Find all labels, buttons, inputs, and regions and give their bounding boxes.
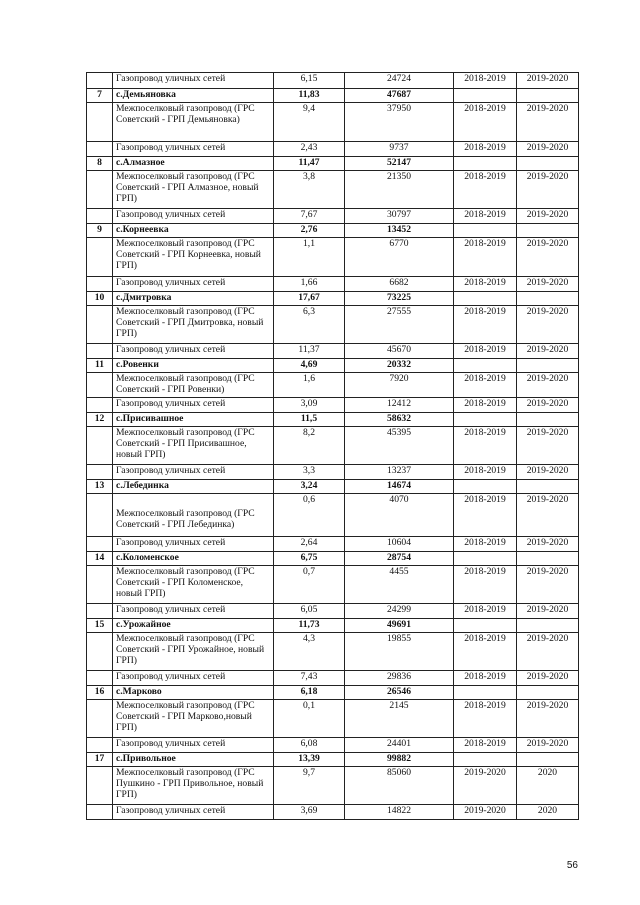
construction-period: 2019-2020 bbox=[517, 427, 579, 465]
object-name: с.Урожайное bbox=[113, 619, 274, 633]
design-period bbox=[454, 686, 517, 700]
row-number: 7 bbox=[87, 89, 113, 103]
design-period: 2018-2019 bbox=[454, 171, 517, 209]
row-number bbox=[87, 427, 113, 465]
construction-period: 2019-2020 bbox=[517, 238, 579, 277]
construction-period: 2019-2020 bbox=[517, 604, 579, 619]
object-name: Газопровод уличных сетей bbox=[113, 465, 274, 480]
table-row bbox=[87, 566, 579, 604]
design-period bbox=[454, 224, 517, 238]
object-name: Межпоселковый газопровод (ГРС Советский - ГРП Дмитровка, новый ГРП) bbox=[113, 306, 274, 344]
pipeline-length: 2,64 bbox=[274, 537, 345, 552]
cost-value: 30797 bbox=[345, 209, 454, 224]
object-name: Межпоселковый газопровод (ГРС Советский - ГРП Урожайное, новый ГРП) bbox=[113, 633, 274, 671]
cost-value: 99882 bbox=[345, 753, 454, 767]
row-number: 15 bbox=[87, 619, 113, 633]
object-name: с.Марково bbox=[113, 686, 274, 700]
table-row bbox=[87, 306, 579, 344]
construction-period: 2019-2020 bbox=[517, 494, 579, 537]
row-number bbox=[87, 738, 113, 753]
object-name: Межпоселковый газопровод (ГРС Советский - ГРП Присивашное, новый ГРП) bbox=[113, 427, 274, 465]
row-number bbox=[87, 171, 113, 209]
cost-value: 10604 bbox=[345, 537, 454, 552]
pipeline-length: 7,43 bbox=[274, 671, 345, 686]
construction-period: 2019-2020 bbox=[517, 566, 579, 604]
pipeline-length: 11,73 bbox=[274, 619, 345, 633]
object-name: Газопровод уличных сетей bbox=[113, 398, 274, 413]
design-period: 2018-2019 bbox=[454, 373, 517, 398]
cost-value: 24299 bbox=[345, 604, 454, 619]
cost-value: 26546 bbox=[345, 686, 454, 700]
table-row bbox=[87, 142, 579, 157]
object-name: с.Привольное bbox=[113, 753, 274, 767]
construction-period: 2019-2020 bbox=[517, 373, 579, 398]
pipeline-length: 8,2 bbox=[274, 427, 345, 465]
design-period bbox=[454, 413, 517, 427]
object-name: Межпоселковый газопровод (ГРС Советский - ГРП Ровенки) bbox=[113, 373, 274, 398]
settlement-row bbox=[87, 292, 579, 306]
cost-value: 7920 bbox=[345, 373, 454, 398]
pipeline-length: 0,6 bbox=[274, 494, 345, 537]
row-number bbox=[87, 209, 113, 224]
row-number bbox=[87, 566, 113, 604]
pipeline-length: 3,09 bbox=[274, 398, 345, 413]
design-period bbox=[454, 359, 517, 373]
table-row bbox=[87, 465, 579, 480]
construction-period bbox=[517, 224, 579, 238]
cost-value: 12412 bbox=[345, 398, 454, 413]
row-number bbox=[87, 142, 113, 157]
cost-value: 73225 bbox=[345, 292, 454, 306]
pipeline-length: 13,39 bbox=[274, 753, 345, 767]
construction-period: 2019-2020 bbox=[517, 738, 579, 753]
table-row bbox=[87, 373, 579, 398]
row-number: 9 bbox=[87, 224, 113, 238]
object-name: Газопровод уличных сетей bbox=[113, 738, 274, 753]
design-period bbox=[454, 480, 517, 494]
row-number: 10 bbox=[87, 292, 113, 306]
pipeline-length: 3,3 bbox=[274, 465, 345, 480]
settlement-row bbox=[87, 89, 579, 103]
construction-period bbox=[517, 292, 579, 306]
table-row bbox=[87, 700, 579, 738]
row-number: 16 bbox=[87, 686, 113, 700]
table-row bbox=[87, 633, 579, 671]
settlement-row bbox=[87, 480, 579, 494]
object-name: Газопровод уличных сетей bbox=[113, 604, 274, 619]
row-number bbox=[87, 465, 113, 480]
design-period bbox=[454, 89, 517, 103]
cost-value: 52147 bbox=[345, 157, 454, 171]
object-name: Межпоселковый газопровод (ГРС Советский - ГРП Лебединка) bbox=[113, 494, 274, 537]
row-number bbox=[87, 344, 113, 359]
construction-period: 2020 bbox=[517, 767, 579, 805]
design-period: 2018-2019 bbox=[454, 142, 517, 157]
table-row bbox=[87, 767, 579, 805]
pipeline-length: 11,37 bbox=[274, 344, 345, 359]
cost-value: 21350 bbox=[345, 171, 454, 209]
object-name: Газопровод уличных сетей bbox=[113, 142, 274, 157]
construction-period bbox=[517, 413, 579, 427]
object-name: с.Дмитровка bbox=[113, 292, 274, 306]
table-row bbox=[87, 398, 579, 413]
table-row bbox=[87, 73, 579, 89]
construction-period: 2019-2020 bbox=[517, 277, 579, 292]
object-name: Межпоселковый газопровод (ГРС Советский - ГРП Марково,новый ГРП) bbox=[113, 700, 274, 738]
object-name: Газопровод уличных сетей bbox=[113, 537, 274, 552]
construction-period bbox=[517, 89, 579, 103]
pipeline-length: 3,8 bbox=[274, 171, 345, 209]
cost-value: 58632 bbox=[345, 413, 454, 427]
object-name: с.Демьяновка bbox=[113, 89, 274, 103]
construction-period: 2019-2020 bbox=[517, 209, 579, 224]
settlement-row bbox=[87, 157, 579, 171]
construction-period: 2019-2020 bbox=[517, 344, 579, 359]
design-period: 2018-2019 bbox=[454, 537, 517, 552]
pipeline-length: 6,15 bbox=[274, 73, 345, 89]
design-period bbox=[454, 157, 517, 171]
table-row bbox=[87, 537, 579, 552]
row-number: 14 bbox=[87, 552, 113, 566]
construction-period: 2019-2020 bbox=[517, 537, 579, 552]
row-number bbox=[87, 373, 113, 398]
pipeline-length: 9,7 bbox=[274, 767, 345, 805]
cost-value: 4455 bbox=[345, 566, 454, 604]
pipeline-length: 0,1 bbox=[274, 700, 345, 738]
design-period: 2018-2019 bbox=[454, 604, 517, 619]
table-row bbox=[87, 604, 579, 619]
cost-value: 6770 bbox=[345, 238, 454, 277]
construction-period: 2019-2020 bbox=[517, 171, 579, 209]
cost-value: 24724 bbox=[345, 73, 454, 89]
construction-period bbox=[517, 157, 579, 171]
design-period: 2018-2019 bbox=[454, 700, 517, 738]
row-number bbox=[87, 805, 113, 820]
pipeline-length: 4,69 bbox=[274, 359, 345, 373]
construction-period: 2019-2020 bbox=[517, 142, 579, 157]
cost-value: 85060 bbox=[345, 767, 454, 805]
cost-value: 29836 bbox=[345, 671, 454, 686]
object-name: с.Алмазное bbox=[113, 157, 274, 171]
pipeline-length: 6,75 bbox=[274, 552, 345, 566]
design-period: 2018-2019 bbox=[454, 209, 517, 224]
pipeline-length: 4,3 bbox=[274, 633, 345, 671]
row-number bbox=[87, 767, 113, 805]
design-period: 2018-2019 bbox=[454, 398, 517, 413]
pipeline-length: 6,05 bbox=[274, 604, 345, 619]
cost-value: 13237 bbox=[345, 465, 454, 480]
construction-period: 2020 bbox=[517, 805, 579, 820]
object-name: Газопровод уличных сетей bbox=[113, 209, 274, 224]
design-period: 2018-2019 bbox=[454, 73, 517, 89]
object-name: с.Лебединка bbox=[113, 480, 274, 494]
pipeline-length: 3,69 bbox=[274, 805, 345, 820]
gasification-table bbox=[86, 72, 579, 820]
object-name: Межпоселковый газопровод (ГРС Советский - ГРП Коломенское, новый ГРП) bbox=[113, 566, 274, 604]
row-number bbox=[87, 700, 113, 738]
table-row bbox=[87, 103, 579, 142]
object-name: Межпоселковый газопровод (ГРС Советский - ГРП Корнеевка, новый ГРП) bbox=[113, 238, 274, 277]
pipeline-length: 11,5 bbox=[274, 413, 345, 427]
cost-value: 14822 bbox=[345, 805, 454, 820]
table-body bbox=[87, 73, 579, 820]
row-number bbox=[87, 306, 113, 344]
design-period: 2018-2019 bbox=[454, 633, 517, 671]
table-row bbox=[87, 738, 579, 753]
row-number bbox=[87, 494, 113, 537]
cost-value: 49691 bbox=[345, 619, 454, 633]
cost-value: 14674 bbox=[345, 480, 454, 494]
design-period: 2018-2019 bbox=[454, 465, 517, 480]
pipeline-length: 2,43 bbox=[274, 142, 345, 157]
design-period: 2018-2019 bbox=[454, 566, 517, 604]
cost-value: 9737 bbox=[345, 142, 454, 157]
construction-period bbox=[517, 552, 579, 566]
table-row bbox=[87, 427, 579, 465]
cost-value: 47687 bbox=[345, 89, 454, 103]
design-period: 2019-2020 bbox=[454, 767, 517, 805]
object-name: с.Присивашное bbox=[113, 413, 274, 427]
pipeline-length: 6,18 bbox=[274, 686, 345, 700]
table-row bbox=[87, 238, 579, 277]
page-number: 56 bbox=[566, 860, 578, 871]
pipeline-length: 3,24 bbox=[274, 480, 345, 494]
construction-period bbox=[517, 686, 579, 700]
pipeline-length: 1,1 bbox=[274, 238, 345, 277]
design-period: 2018-2019 bbox=[454, 344, 517, 359]
settlement-row bbox=[87, 686, 579, 700]
settlement-row bbox=[87, 413, 579, 427]
settlement-row bbox=[87, 619, 579, 633]
construction-period: 2019-2020 bbox=[517, 633, 579, 671]
object-name: Газопровод уличных сетей bbox=[113, 73, 274, 89]
design-period: 2018-2019 bbox=[454, 306, 517, 344]
construction-period: 2019-2020 bbox=[517, 671, 579, 686]
cost-value: 4070 bbox=[345, 494, 454, 537]
pipeline-length: 0,7 bbox=[274, 566, 345, 604]
settlement-row bbox=[87, 359, 579, 373]
design-period bbox=[454, 292, 517, 306]
row-number bbox=[87, 604, 113, 619]
table-row bbox=[87, 805, 579, 820]
object-name: Газопровод уличных сетей bbox=[113, 344, 274, 359]
pipeline-length: 17,67 bbox=[274, 292, 345, 306]
row-number: 11 bbox=[87, 359, 113, 373]
design-period bbox=[454, 619, 517, 633]
construction-period bbox=[517, 753, 579, 767]
pipeline-length: 11,83 bbox=[274, 89, 345, 103]
settlement-row bbox=[87, 753, 579, 767]
design-period: 2018-2019 bbox=[454, 671, 517, 686]
row-number bbox=[87, 633, 113, 671]
table-row bbox=[87, 209, 579, 224]
cost-value: 19855 bbox=[345, 633, 454, 671]
object-name: с.Ровенки bbox=[113, 359, 274, 373]
object-name: Межпоселковый газопровод (ГРС Советский - ГРП Демьяновка) bbox=[113, 103, 274, 142]
cost-value: 45395 bbox=[345, 427, 454, 465]
settlement-row bbox=[87, 224, 579, 238]
pipeline-length: 11,47 bbox=[274, 157, 345, 171]
cost-value: 6682 bbox=[345, 277, 454, 292]
construction-period: 2019-2020 bbox=[517, 700, 579, 738]
object-name: с.Коломенское bbox=[113, 552, 274, 566]
cost-value: 2145 bbox=[345, 700, 454, 738]
cost-value: 28754 bbox=[345, 552, 454, 566]
cost-value: 37950 bbox=[345, 103, 454, 142]
construction-period bbox=[517, 359, 579, 373]
row-number bbox=[87, 103, 113, 142]
design-period bbox=[454, 552, 517, 566]
object-name: с.Корнеевка bbox=[113, 224, 274, 238]
pipeline-length: 6,08 bbox=[274, 738, 345, 753]
cost-value: 20332 bbox=[345, 359, 454, 373]
row-number bbox=[87, 238, 113, 277]
pipeline-length: 1,66 bbox=[274, 277, 345, 292]
construction-period: 2019-2020 bbox=[517, 103, 579, 142]
object-name: Газопровод уличных сетей bbox=[113, 277, 274, 292]
pipeline-length: 7,67 bbox=[274, 209, 345, 224]
design-period: 2018-2019 bbox=[454, 427, 517, 465]
table-row bbox=[87, 277, 579, 292]
construction-period: 2019-2020 bbox=[517, 465, 579, 480]
cost-value: 45670 bbox=[345, 344, 454, 359]
construction-period: 2019-2020 bbox=[517, 398, 579, 413]
pipeline-length: 2,76 bbox=[274, 224, 345, 238]
construction-period: 2019-2020 bbox=[517, 73, 579, 89]
construction-period bbox=[517, 619, 579, 633]
table-row bbox=[87, 494, 579, 537]
table-row bbox=[87, 344, 579, 359]
construction-period: 2019-2020 bbox=[517, 306, 579, 344]
object-name: Межпоселковый газопровод (ГРС Пушкино - ГРП Привольное, новый ГРП) bbox=[113, 767, 274, 805]
row-number: 8 bbox=[87, 157, 113, 171]
design-period: 2018-2019 bbox=[454, 277, 517, 292]
row-number bbox=[87, 73, 113, 89]
row-number bbox=[87, 537, 113, 552]
cost-value: 27555 bbox=[345, 306, 454, 344]
row-number bbox=[87, 398, 113, 413]
pipeline-length: 6,3 bbox=[274, 306, 345, 344]
design-period: 2018-2019 bbox=[454, 738, 517, 753]
cost-value: 13452 bbox=[345, 224, 454, 238]
object-name: Газопровод уличных сетей bbox=[113, 805, 274, 820]
row-number: 12 bbox=[87, 413, 113, 427]
design-period: 2018-2019 bbox=[454, 103, 517, 142]
settlement-row bbox=[87, 552, 579, 566]
cost-value: 24401 bbox=[345, 738, 454, 753]
row-number: 13 bbox=[87, 480, 113, 494]
design-period: 2018-2019 bbox=[454, 238, 517, 277]
row-number bbox=[87, 277, 113, 292]
pipeline-length: 9,4 bbox=[274, 103, 345, 142]
pipeline-length: 1,6 bbox=[274, 373, 345, 398]
object-name: Газопровод уличных сетей bbox=[113, 671, 274, 686]
row-number bbox=[87, 671, 113, 686]
construction-period bbox=[517, 480, 579, 494]
object-name: Межпоселковый газопровод (ГРС Советский - ГРП Алмазное, новый ГРП) bbox=[113, 171, 274, 209]
row-number: 17 bbox=[87, 753, 113, 767]
table-row bbox=[87, 671, 579, 686]
design-period: 2019-2020 bbox=[454, 805, 517, 820]
table-row bbox=[87, 171, 579, 209]
design-period: 2018-2019 bbox=[454, 494, 517, 537]
design-period bbox=[454, 753, 517, 767]
